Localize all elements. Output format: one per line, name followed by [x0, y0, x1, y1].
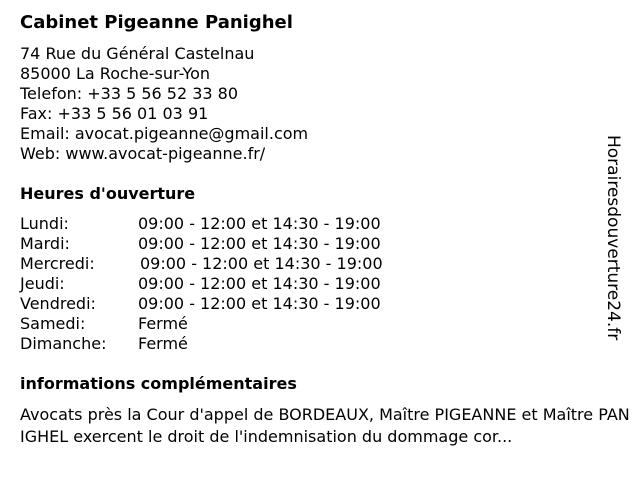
day-label: Mardi:: [20, 234, 70, 253]
fax-number: Fax: +33 5 56 01 03 91: [20, 104, 209, 123]
address-city: 85000 La Roche-sur-Yon: [20, 64, 211, 83]
info-description: Avocats près la Cour d'appel de BORDEAUX, Maître PIGEANNE et Maître PANIGHEL exercent le droit de l'indemnisation du dommage cor...: [20, 405, 630, 446]
day-label: Vendredi:: [20, 294, 96, 313]
time-value: 09:00 - 12:00 et 14:30 - 19:00: [138, 294, 381, 313]
page-title: Cabinet Pigeanne Panighel: [20, 12, 293, 33]
time-value: 09:00 - 12:00 et 14:30 - 19:00: [138, 274, 381, 293]
time-value: Fermé: [138, 314, 188, 333]
day-label: Mercredi:: [20, 254, 95, 273]
day-label: Dimanche:: [20, 334, 107, 353]
time-value: Fermé: [138, 334, 188, 353]
time-value: 09:00 - 12:00 et 14:30 - 19:00: [140, 254, 383, 273]
time-value: 09:00 - 12:00 et 14:30 - 19:00: [138, 214, 381, 233]
email-address: Email: avocat.pigeanne@gmail.com: [20, 124, 309, 143]
hours-heading: Heures d'ouverture: [20, 184, 196, 203]
day-label: Jeudi:: [20, 274, 65, 293]
website-url: Web: www.avocat-pigeanne.fr/: [20, 144, 266, 163]
day-label: Lundi:: [20, 214, 69, 233]
time-value: 09:00 - 12:00 et 14:30 - 19:00: [138, 234, 381, 253]
phone-number: Telefon: +33 5 56 52 33 80: [20, 84, 239, 103]
day-label: Samedi:: [20, 314, 86, 333]
site-watermark-link[interactable]: Horairesdouverture24.fr: [603, 135, 623, 341]
contact-block: [20, 44, 308, 164]
address-street: 74 Rue du Général Castelnau: [20, 44, 255, 63]
info-heading: informations complémentaires: [20, 374, 297, 393]
